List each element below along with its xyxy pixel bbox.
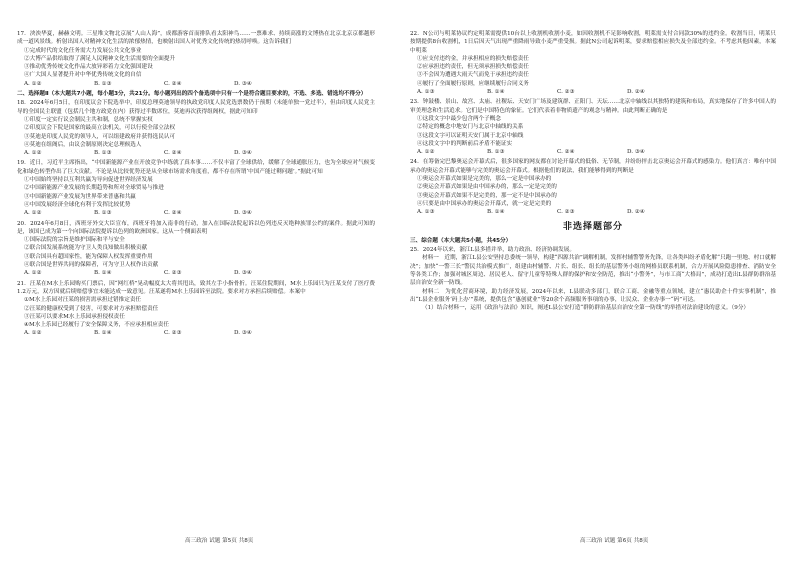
answer-c: C. ②④	[557, 149, 575, 156]
answer-choices	[17, 149, 375, 157]
answer-b: B. ①③	[487, 149, 505, 156]
option: ①国际法院的宗旨是维护国际和平与安全	[24, 237, 125, 244]
answer-choices	[17, 80, 375, 88]
section-heading-3: 三、综合题（本大题共5小题，共45分）	[410, 237, 512, 244]
page-footer-left: 高三政治 试题 第5页 共8页	[185, 538, 254, 544]
answer-d: D. ②④	[627, 89, 645, 96]
answer-b: B. ①③	[94, 80, 112, 87]
option: ①M水上乐园对汪某的损害需承担过错推定责任	[24, 297, 142, 304]
answer-c: C. ②④	[164, 150, 182, 157]
question-stem: 24．在筹备完巴黎奥运会开幕式后，很多国家的网友都在讨论开幕式的低俗、无节制，并纷纷抨击北京奥运会开幕式的感染力。他们真言：唯有中国承办的奥运会开幕式能够与完美的奥运会开幕式。根据他们的说法，我们能够得到的判断是	[410, 159, 776, 174]
answer-a: A. ①③	[417, 89, 435, 96]
option: ③中国新能源产业发展为世界带来普惠和共赢	[24, 193, 136, 200]
answer-c: C. ②③	[164, 330, 182, 337]
question-stem: 22．N公司与明莱协议约定明莱需提供10台以上收割机收割小麦，如因收割机不足影响收割，明莱需支付合同款30%的违约金。收割当日，明莱只按期提供8台收割机，1日后因天气出现严重降雨导致小麦严重受损。据此N公司起诉明莱，要求赔偿相应损失及全部违约金。不考虑其他因素，本案中明莱	[410, 31, 776, 54]
answer-a: A. ①②	[24, 80, 42, 87]
option: ④这段文字中的判断前后矛盾不能证实	[417, 140, 513, 147]
page-footer-right: 高三政治 试题 第6页 共8页	[580, 538, 649, 544]
option: ③推动优秀传统文化作品大放异彩着力文化强国建设	[24, 64, 153, 71]
option: ①应支付违约金，并承担相应的损失赔偿责任	[417, 55, 529, 62]
option: ④广大国人显著提升对中华优秀传统文化的自信	[24, 72, 142, 79]
answer-b: B. ①④	[487, 89, 505, 96]
answer-d: D. ③④	[234, 210, 252, 217]
option: ②汪某的健康权受到了侵害，可要求对方承担赔偿责任	[24, 305, 159, 312]
option: ④莫迪在组阁后，由议会制原则决定总理候选人	[24, 141, 142, 148]
question-18	[17, 99, 375, 157]
answer-d: D. ②④	[627, 209, 645, 216]
option: ④联合国是世界共同的保障者，可为守卫人权作出贡献	[24, 262, 159, 269]
option: ①奥运会开幕式如果是完美的，那么一定是中国承办的	[417, 176, 552, 183]
answer-choices	[17, 269, 375, 277]
answer-c: C. ②③	[557, 89, 575, 96]
option: ②奥运会开幕式如果是由中国承办的，那么一定是完美的	[417, 184, 557, 191]
option: ②中国新能源产业发展的长期趋势和所对全球贸易与推进	[24, 185, 164, 192]
question-stem: 17．泱泱华夏，赫赫文明。三星堆文物北京展“人山人海”，成都游客首而排队看太阳神鸟……一票难求、持续高涨的文博热在北京北京京都越形成一道风景线。析射出国人对精神文化生活的浓郁热情，也映射出国人对优秀文化传统的热切呼唤。这告诉我们	[17, 31, 375, 46]
answer-choices	[17, 209, 375, 217]
material-2: 材料二 为优化营商环境，助力经济发展，2024年以来，L县联动多部门，联合工商、金融等重点领域，建立“惠民助企十件实事机制”，推出“L县企业服务‘码上办’”系统，提供包含“惠创就业”等20余个高频服务事项的办事，让民众、企业办事一“码”可达。	[410, 288, 776, 303]
option: ④M水上乐园已经履行了安全保障义务，不应承担相应责任	[24, 322, 169, 329]
answer-c: C. ②③	[164, 270, 182, 277]
answer-d: D. ③④	[234, 330, 252, 337]
question-23	[410, 98, 776, 156]
answer-b: B. ①④	[487, 209, 505, 216]
answer-b: B. ①③	[94, 210, 112, 217]
option: ③汪某可以要求M水上乐园承担侵权责任	[24, 313, 125, 320]
option: ①完成时代的文化任务需大力发展公共文化事业	[24, 47, 142, 54]
answer-choices	[410, 148, 776, 156]
option: ③这段文字可以证明天安门属于北京中轴线	[417, 132, 524, 139]
question-stem: 23．钟鼓楼、景山、故宫、太庙、社稷坛、天安门广场及建筑群、正阳门、天坛……北京中轴线以其独特的建筑和布局，真实地保存了许多中国人的审美理念和生活追求。它们是中国特色的象征。它们代表着非物质遗产的观念与精神。由此判断正确的是	[410, 99, 776, 114]
option: ④中国发展经济全球化有利于发挥比较优势	[24, 201, 131, 208]
option: ③奥运会开幕式如果不是完美的，那一定不是中国承办的	[417, 192, 557, 199]
option: ①中国始终坚持以互利共赢为导向促进世界经济发展	[24, 177, 153, 184]
answer-b: B. ①④	[94, 270, 112, 277]
option: ②应承担违约责任，但无须承担损失赔偿责任	[417, 64, 529, 71]
answer-a: A. ①②	[24, 330, 42, 337]
option: ④履行了全面履行原则，应继续履行合同义务	[417, 80, 529, 87]
answer-c: C. ②④	[164, 210, 182, 217]
answer-a: A. ①③	[417, 209, 435, 216]
question-24	[410, 158, 776, 216]
question-21	[17, 280, 375, 338]
question-stem: 21．汪某在M水上乐园购买门票后，因“网红桥”晃动幅度太大将其甩出，致其左手小指骨折。汪某住院期间，M水上乐园只为汪某支付了医疗费1.2万元，双方因就后续赔偿事宜未能达成一致意见。汪某遂将M水上乐园诉至法院。要求对方承担后续赔偿。本案中	[17, 280, 375, 295]
answer-c: C. ②③	[557, 209, 575, 216]
question-17	[17, 30, 375, 88]
answer-choices	[410, 208, 776, 216]
question-19	[17, 159, 375, 217]
answer-c: C. ②④	[164, 80, 182, 87]
answer-d: D. ③④	[234, 80, 252, 87]
question-stem: 18．2024年6月5日，在印度议会下院选举中，印度总理莫迪领导的执政党印度人民党选票数仍于预期（未能单独一党过半），但由印度人民党主导的全国民主联盟（包括几个地方政党在内）获得过半数席位，莫迪再次获得组阁权，据此可知印	[17, 100, 375, 115]
right-page	[410, 30, 776, 313]
option: ②大博产品供给取得了满足人民精神文化生活需要的全面提升	[24, 55, 176, 62]
answer-a: A. ①②	[417, 149, 435, 156]
question-25-1: （1）结合材料一，运用《政治与法治》知识，阐述L县公安打造“群防群治基层自治安全第一防线”的举措对法治建设的意义。（9分）	[422, 305, 750, 312]
part-title: 非选择题部分	[562, 221, 623, 232]
material-1: 材料一 近期，浙江L县公安坚持总委统一领导，构建“四源共治”调解机制，发挥村辅警警务先锋，让各类纠纷矛盾化解“只跑一里地、村口就解决”；加快“一警三长”警民共治模式推广，组建由村辅警、片长、组长、组长的基层警务小组的网格员联系机制，合力开展风险隐患排查、消防安全等各类工作；加强对城区周边、居民老人、留守儿童等特殊人群的保护和安全防范，推出“小警务”，与市工商“大格局”，成功打造出L县群防群治基层自治安全新一防线。	[410, 255, 776, 287]
section-heading-2: 二、选择题Ⅱ（本大题共7小题，每小题3分，共21分。每小题列出的四个备选项中只有一个是符合题目要求的，不选、多选、错选均不得分）	[17, 91, 367, 98]
option: ①这段文字中最少包含两个子概念	[417, 115, 501, 122]
option: ②联合国发展系统能为守卫人类良知做出积极贡献	[24, 245, 148, 252]
question-25-stem: 25．2024年以来，浙江L县多措并举，助力政治、经济协调发展。	[410, 247, 575, 254]
option: ②特定的概念中地安门与北京中轴线的关系	[417, 124, 524, 131]
answer-d: D. ③④	[234, 150, 252, 157]
question-22	[410, 30, 776, 96]
question-20	[17, 220, 375, 278]
option: ①印度一定实行议会制民主共和制，总统不掌握实权	[24, 116, 153, 123]
option: ③不会因为遭遇大雨天气而免于承担违约责任	[417, 72, 529, 79]
answer-a: A. ①②	[24, 150, 42, 157]
answer-a: A. ①②	[24, 270, 42, 277]
answer-choices	[17, 329, 375, 337]
answer-d: D. ③④	[234, 270, 252, 277]
answer-choices	[410, 88, 776, 96]
question-stem: 19．近日，习近平主席指出，“中国新能源产业在开放竞争中练就了真本事……不仅丰富了全球供给，缓解了全球通胀压力，也为全球应对气候变化和绿色转型作出了巨大贡献。不论是从比较优势还是从全球市场需求角度看，都不存在所谓‘中国产能过剩问题’。”据此可知	[17, 160, 375, 175]
option: ②印度议会下院是国家的最高立法机关，可以行使全部立法权	[24, 125, 176, 132]
question-stem: 20．2024年6月8日，西班牙外交大臣宣布，西班牙将加入南非的行动，加入在国际法院起诉以色列违反灭绝种族罪公约的案件。据此可知的是，该国已成为第一个向国际法院提诉以色列的欧洲国家。这从一个侧面表明	[17, 220, 375, 235]
option: ④只要是由中国承办的奥运会开幕式，就一定是完美的	[417, 200, 552, 207]
left-page	[17, 30, 375, 340]
option: ③联合国具有超国家性，能为保障人权发挥重要作用	[24, 253, 153, 260]
answer-b: B. ①④	[94, 330, 112, 337]
answer-a: A. ①②	[24, 210, 42, 217]
option: ③莫迪是印度人民党的领导人，可以组建政府并获得选民认可	[24, 133, 176, 140]
answer-d: D. ③④	[627, 149, 645, 156]
answer-b: B. ①③	[94, 150, 112, 157]
